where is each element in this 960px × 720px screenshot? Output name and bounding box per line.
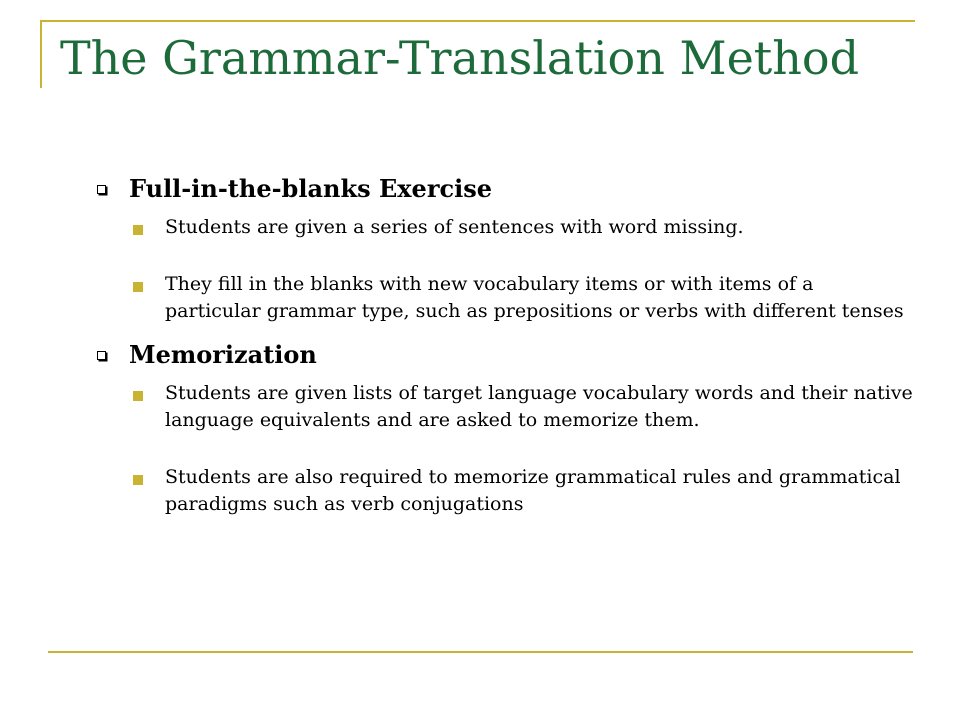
bullet-list [95,380,915,517]
slide-content [95,172,915,517]
square-bullet-icon [133,282,143,292]
list-item-text: Students are given a series of sentences with word missing. [165,215,744,238]
left-divider [40,20,42,88]
list-item-text: Students are also required to memorize grammatical rules and grammatical paradigms such as verb conjugations [165,466,901,515]
square-bullet-icon [133,391,143,401]
section-memorization [95,338,915,517]
square-bullet-icon [133,475,143,485]
list-item [133,271,915,324]
section-fill-in-the-blanks [95,172,915,324]
section-heading-text: Full-in-the-blanks Exercise [129,174,492,203]
hollow-square-bullet-icon [97,351,106,360]
list-item [133,464,915,517]
list-item [133,214,915,241]
slide-title: The Grammar-Translation Method [60,31,860,85]
section-heading [95,338,915,372]
list-item-text: They fill in the blanks with new vocabulary items or with items of a particular grammar type, such as prepositions or verbs with different tenses [165,273,904,322]
bullet-list [95,214,915,325]
square-bullet-icon [133,225,143,235]
section-heading [95,172,915,206]
list-item-text: Students are given lists of target language vocabulary words and their native language equivalents and are asked to memorize them. [165,381,913,431]
hollow-square-bullet-icon [97,185,106,194]
section-heading-text: Memorization [129,340,317,370]
list-item [133,380,915,433]
top-divider [40,20,915,22]
bottom-divider [48,651,913,653]
